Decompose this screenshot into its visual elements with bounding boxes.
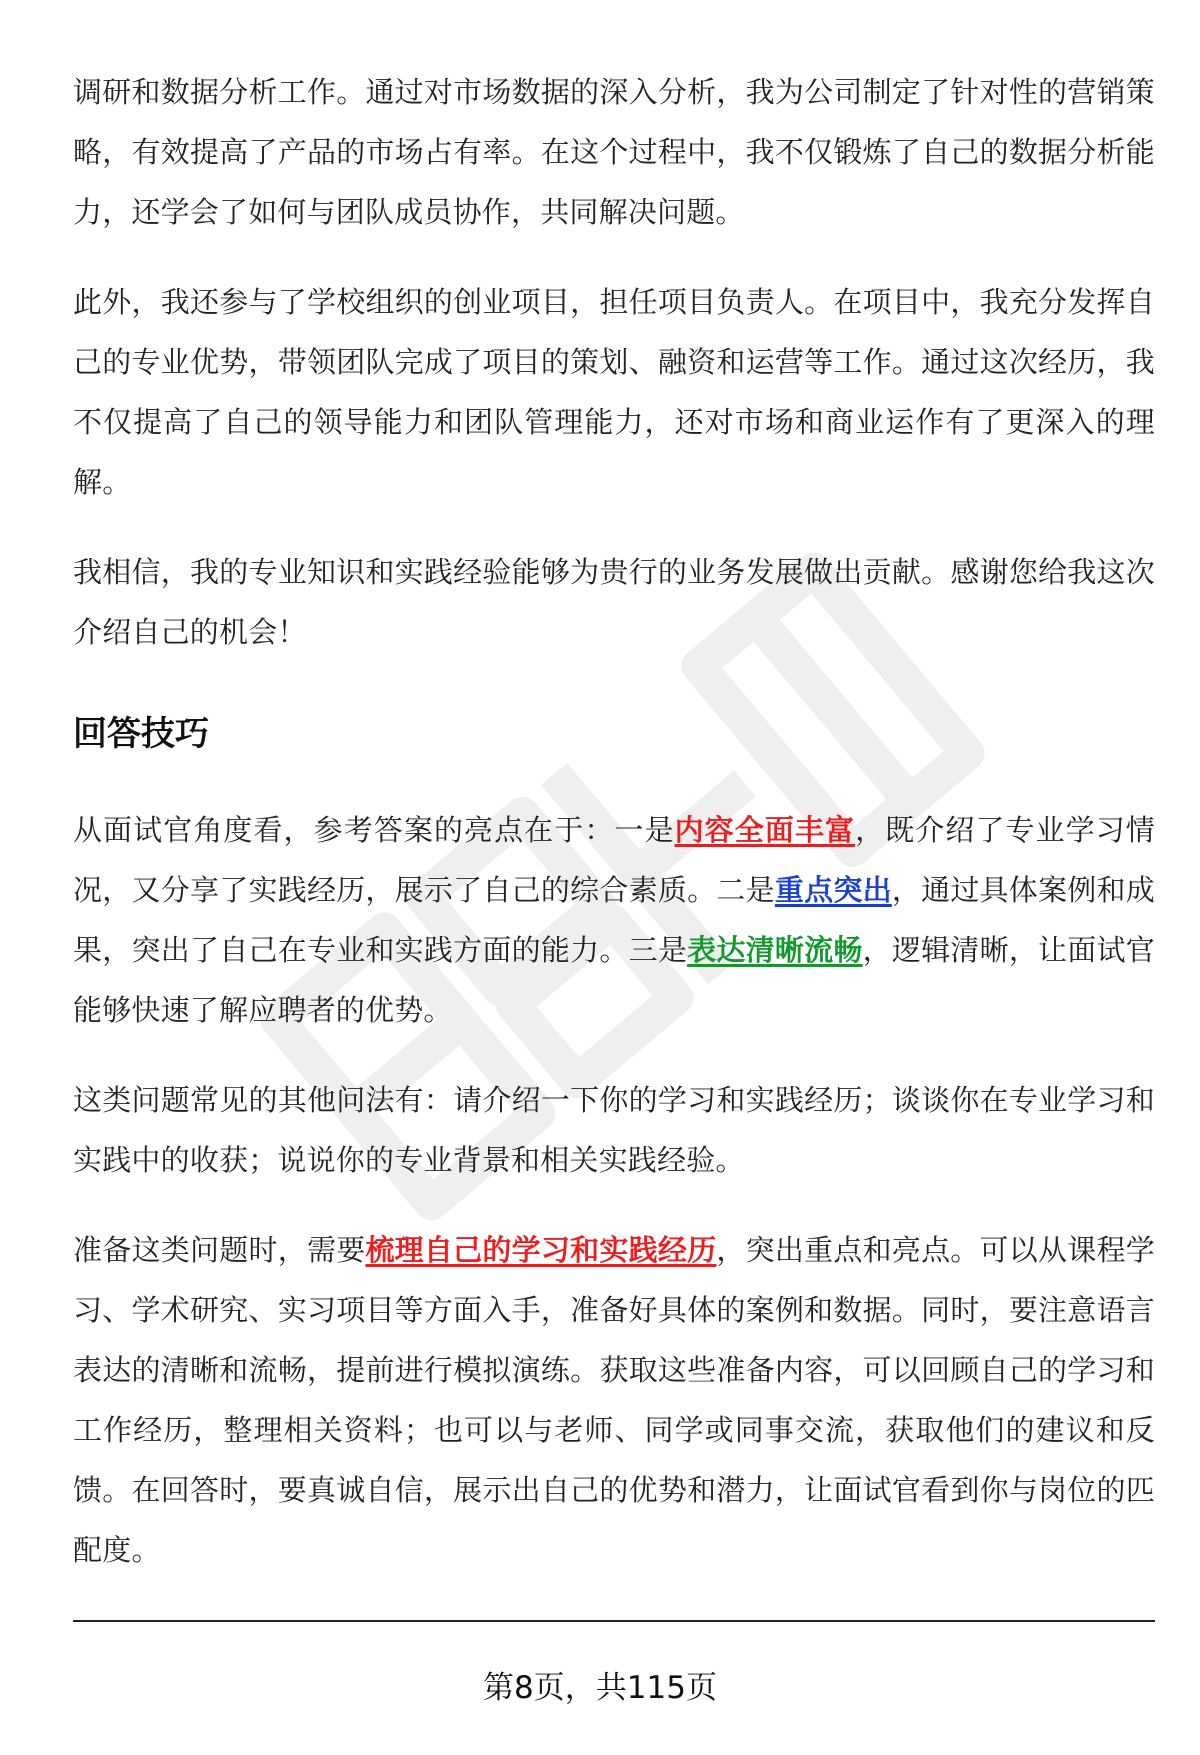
page-number: 第8页，共115页 — [483, 1670, 717, 1706]
highlight-focused: 重点突出 — [774, 873, 892, 907]
highlight-clear-expression: 表达清晰流畅 — [687, 933, 863, 967]
paragraph-work-experience: 调研和数据分析工作。通过对市场数据的深入分析，我为公司制定了针对性的营销策略，有效提高了产品的市场占有率。在这个过程中，我不仅锻炼了自己的数据分析能力，还学会了如何与团队成员协作，共同解决问题。 — [73, 75, 1155, 229]
document-body — [73, 62, 1155, 1610]
paragraph-other-questions: 这类问题常见的其他问法有：请介绍一下你的学习和实践经历；谈谈你在专业学习和实践中的收获；说说你的专业背景和相关实践经验。 — [73, 1083, 1155, 1177]
highlight-review-experience: 梳理自己的学习和实践经历 — [365, 1233, 717, 1267]
paragraph-startup-project: 此外，我还参与了学校组织的创业项目，担任项目负责人。在项目中，我充分发挥自己的专业优势，带领团队完成了项目的策划、融资和运营等工作。通过这次经历，我不仅提高了自己的领导能力和团队管理能力，还对市场和商业运作有了更深入的理解。 — [73, 285, 1155, 499]
text-segment: ，逻辑清晰，让面试官能够快速了解应聘者的优势。 — [73, 933, 1155, 1027]
text-segment: ，既介绍了专业学习情况，又分享了实践经历，展示了自己的综合素质。二是 — [73, 813, 1155, 907]
highlight-comprehensive: 内容全面丰富 — [674, 813, 856, 847]
paragraph-closing: 我相信，我的专业知识和实践经验能够为贵行的业务发展做出贡献。感谢您给我这次介绍自己的机会！ — [73, 555, 1155, 649]
paragraph-answer-highlights — [73, 800, 1155, 1040]
text-segment: 准备这类问题时，需要 — [73, 1233, 366, 1267]
text-segment: ，突出重点和亮点。可以从课程学习、学术研究、实习项目等方面入手，准备好具体的案例和数据。同时，要注意语言表达的清晰和流畅，提前进行模拟演练。获取这些准备内容，可以回顾自己的学习和工作经历，整理相关资料；也可以与老师、同学或同事交流，获取他们的建议和反馈。在回答时，要真诚自信，展示出自己的优势和潜力，让面试官看到你与岗位的匹配度。 — [73, 1233, 1155, 1567]
text-segment: 从面试官角度看，参考答案的亮点在于：一是 — [73, 813, 675, 847]
text-segment: ，通过具体案例和成果，突出了自己在专业和实践方面的能力。三是 — [73, 873, 1155, 967]
footer-divider — [73, 1620, 1155, 1622]
section-heading: 回答技巧 — [73, 714, 209, 754]
paragraph-preparation — [73, 1220, 1155, 1580]
